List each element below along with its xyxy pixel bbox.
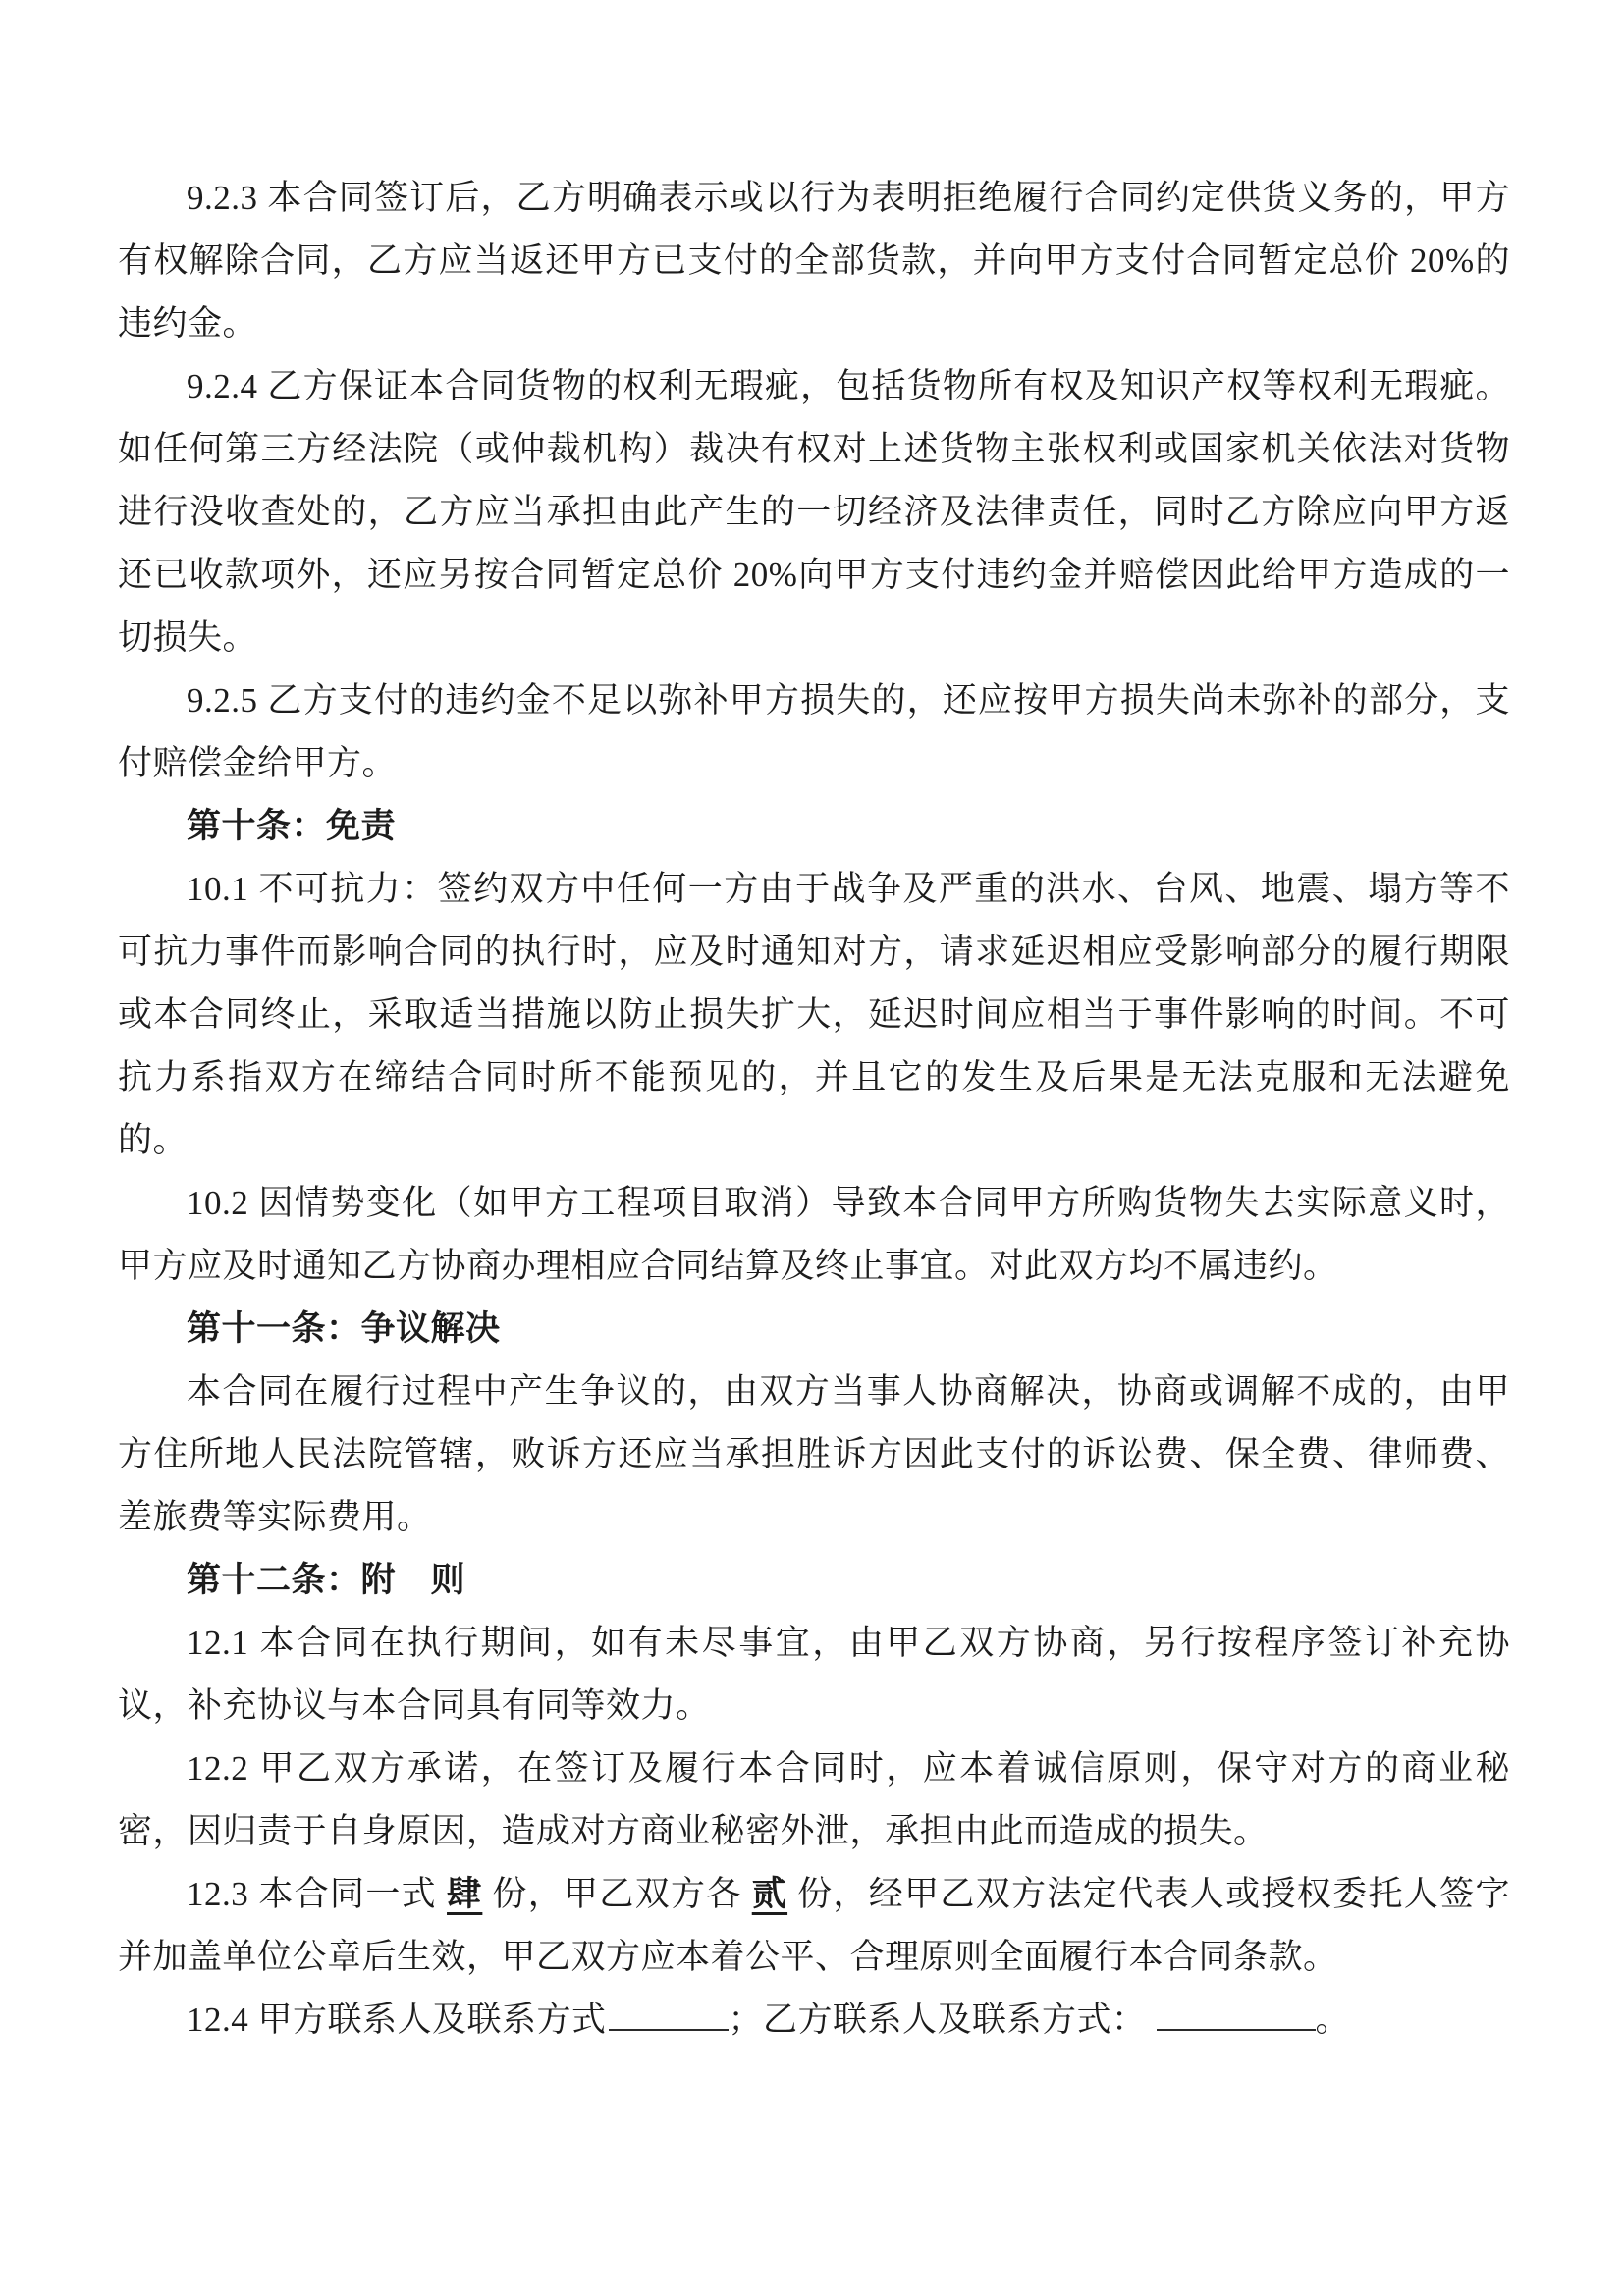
clause-12-4-separator: ；乙方联系人及联系方式： <box>728 2001 1147 2039</box>
clause-9-2-4: 9.2.4 乙方保证本合同货物的权利无瑕疵，包括货物所有权及知识产权等权利无瑕疵。如任何第三方经法院（或仲裁机构）裁决有权对上述货物主张权利或国家机关依法对货物进行没收查处的，乙方应当承担由此产生的一切经济及法律责任，同时乙方除应向甲方返还已收款项外，还应另按合同暂定总价 20%向甲方支付违约金并赔偿因此给甲方造成的一切损失。 <box>118 367 1510 657</box>
copies-each-fillin: 贰 <box>751 1875 788 1913</box>
clause-12-3-suffix: 份，经甲乙双方法定代表人或授权委托人签字并加盖单位公章后生效，甲乙双方应本着公平、合理原则全面履行本合同条款。 <box>118 1875 1510 1976</box>
heading-article-11: 第十一条：争议解决 <box>187 1309 501 1348</box>
clause-12-2: 12.2 甲乙双方承诺，在签订及履行本合同时，应本着诚信原则，保守对方的商业秘密，因归责于自身原因，造成对方商业秘密外泄，承担由此而造成的损失。 <box>118 1749 1510 1850</box>
heading-article-12: 第十二条：附 则 <box>187 1561 466 1599</box>
clause-11-body: 本合同在履行过程中产生争议的，由双方当事人协商解决，协商或调解不成的，由甲方住所地人民法院管辖，败诉方还应当承担胜诉方因此支付的诉讼费、保全费、律师费、差旅费等实际费用。 <box>118 1372 1510 1536</box>
clause-12-3 <box>118 1863 1510 1989</box>
clause-12-3-prefix: 12.3 本合同一式 <box>187 1875 438 1913</box>
clause-12-1: 12.1 本合同在执行期间，如有未尽事宜，由甲乙双方协商，另行按程序签订补充协议，补充协议与本合同具有同等效力。 <box>118 1624 1510 1725</box>
copies-total-fillin: 肆 <box>447 1875 483 1913</box>
clause-12-3-between: 份，甲乙双方各 <box>492 1875 742 1913</box>
clause-9-2-3: 9.2.3 本合同签订后，乙方明确表示或以行为表明拒绝履行合同约定供货义务的，甲方有权解除合同，乙方应当返还甲方已支付的全部货款，并向甲方支付合同暂定总价 20%的违约金。 <box>118 179 1510 343</box>
clause-10-1: 10.1 不可抗力：签约双方中任何一方由于战争及严重的洪水、台风、地震、塌方等不可抗力事件而影响合同的执行时，应及时通知对方，请求延迟相应受影响部分的履行期限或本合同终止，采取适当措施以防止损失扩大，延迟时间应相当于事件影响的时间。不可抗力系指双方在缔结合同时所不能预见的，并且它的发生及后果是无法克服和无法避免的。 <box>118 870 1510 1159</box>
clause-9-2-5: 9.2.5 乙方支付的违约金不足以弥补甲方损失的，还应按甲方损失尚未弥补的部分，支付赔偿金给甲方。 <box>118 681 1510 782</box>
party-b-contact-blank <box>1157 2000 1316 2031</box>
clause-12-4-suffix: 。 <box>1315 2001 1351 2039</box>
clause-12-4 <box>118 1989 1510 2052</box>
heading-article-10: 第十条：免责 <box>187 807 397 845</box>
clause-10-2: 10.2 因情势变化（如甲方工程项目取消）导致本合同甲方所购货物失去实际意义时，甲方应及时通知乙方协商办理相应合同结算及终止事宜。对此双方均不属违约。 <box>118 1184 1510 1285</box>
clause-12-4-prefix: 12.4 甲方联系人及联系方式 <box>187 2001 607 2039</box>
party-a-contact-blank <box>609 2000 729 2031</box>
